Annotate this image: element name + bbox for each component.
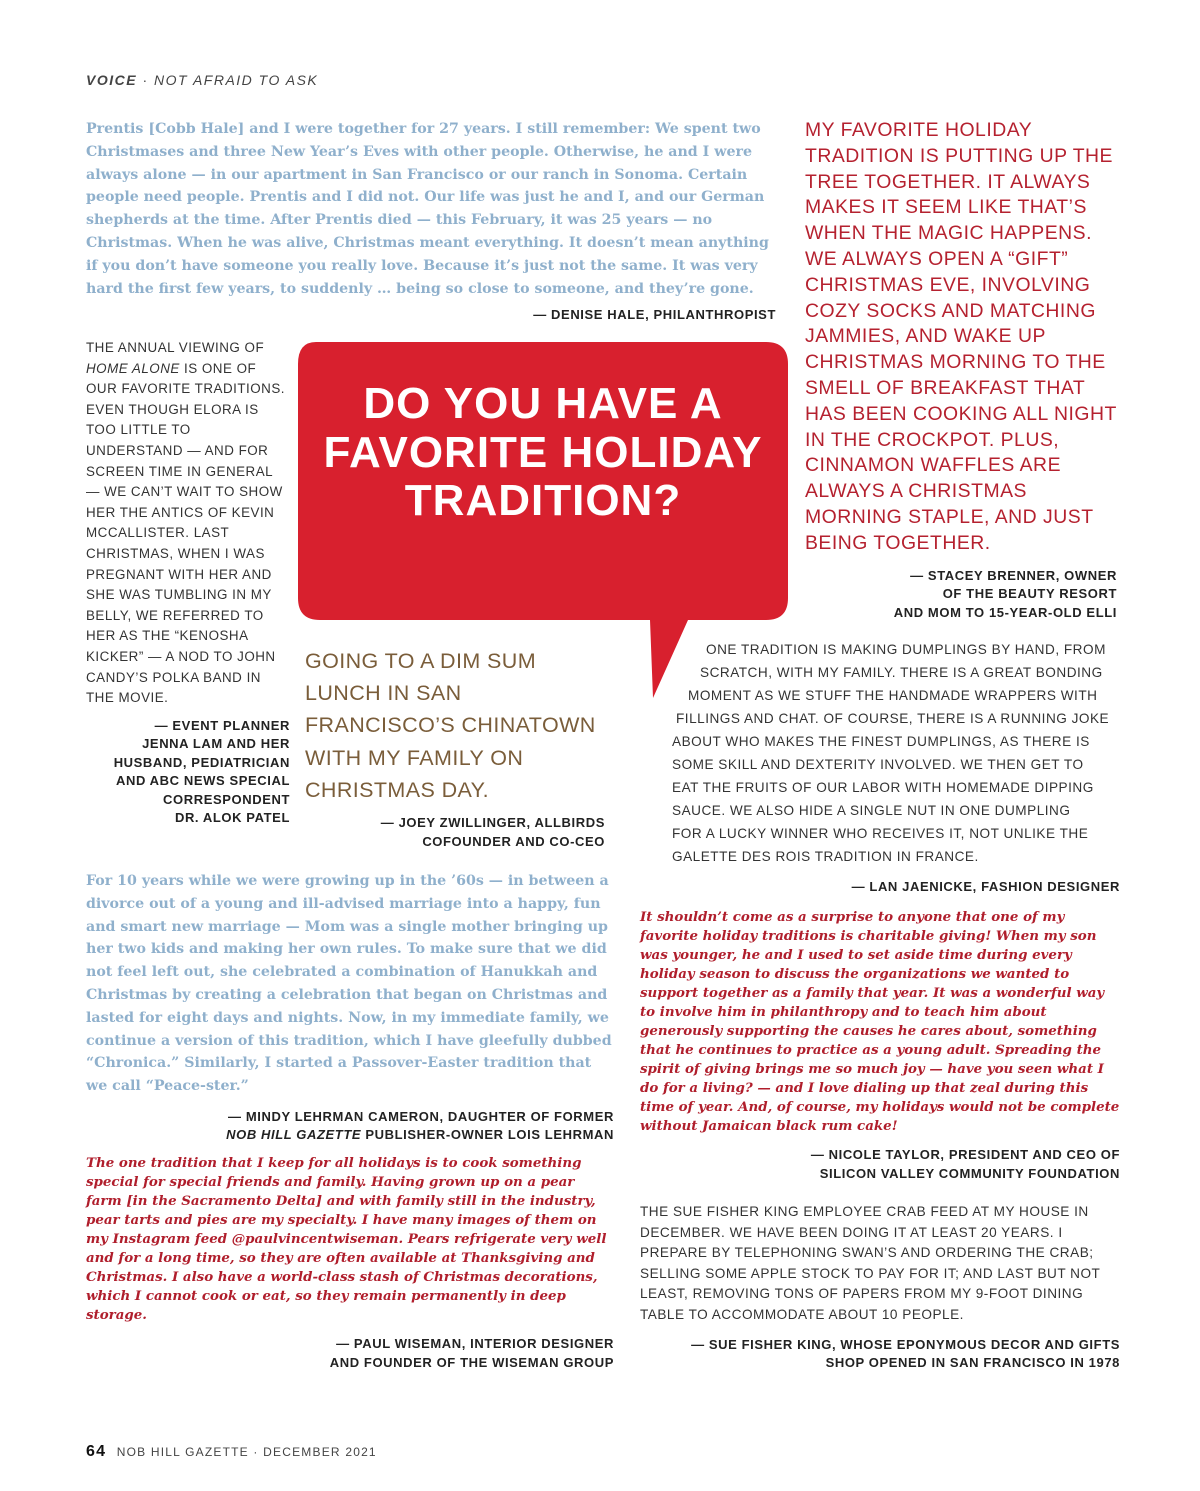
quote-text: MY FAVORITE HOLIDAY TRADITION IS PUTTING UP THE TREE TOGETHER. IT ALWAYS MAKES IT SEEM LIKE THAT’S WHEN THE MAGIC HAPPENS. WE ALWAYS OPEN A “GIFT” CHRISTMAS EVE, INVOLVING COZY SOCKS AND MATCHING JAMMIES, AND WAKE UP CHRISTMAS MORNING TO THE SMELL OF BREAKFAST THAT HAS BEEN COOKING ALL NIGHT IN THE CROCKPOT. PLUS, CINNAMON WAFFLES ARE ALWAYS A CHRISTMAS MORNING STAPLE, AND JUST BEING TOGETHER. <box>805 119 1117 554</box>
publication-name: NOB HILL GAZETTE <box>226 1127 362 1143</box>
quote-paul-wiseman <box>86 1154 614 1372</box>
issue-date: DECEMBER 2021 <box>263 1445 377 1459</box>
quote-nicole-taylor <box>640 908 1120 1183</box>
text-part: IS ONE OF OUR FAVORITE TRADITIONS. EVEN THOUGH ELORA IS TOO LITTLE TO UNDERSTAND — AND FOR SCREEN TIME IN GENERAL — WE CAN’T WAIT TO SHOW HER THE ANTICS OF KEVIN MCCALLISTER. LAST CHRISTMAS, WHEN I WAS PREGNANT WITH HER AND SHE WAS TUMBLING IN MY BELLY, WE REFERRED TO HER AS THE “KENOSHA KICKER” — A NOD TO JOHN CANDY’S POLKA BAND IN THE MOVIE. <box>86 360 285 706</box>
attribution-line: AND ABC NEWS SPECIAL <box>115 773 290 789</box>
page-footer <box>86 1443 377 1461</box>
subsection-name: NOT AFRAID TO ASK <box>154 72 319 88</box>
quote-attribution <box>805 567 1117 623</box>
attribution-line: — NICOLE TAYLOR, PRESIDENT AND CEO OF <box>810 1147 1120 1162</box>
quote-line: SOME SKILL AND DEXTERITY INVOLVED. WE THEN GET TO <box>672 757 1084 772</box>
quote-attribution <box>305 814 605 851</box>
attribution-line: — SUE FISHER KING, WHOSE EPONYMOUS DECOR AND GIFTS <box>691 1336 1120 1352</box>
quote-line: MOMENT AS WE STUFF THE HANDMADE WRAPPERS WITH <box>688 688 1098 703</box>
section-name: VOICE <box>86 72 138 88</box>
quote-attribution <box>640 1146 1120 1183</box>
quote-text: For 10 years while we were growing up in the ’60s — in between a divorce out of a young and ill-advised marriage into a happy, fun and smart new marriage — Mom was a single mother bringing up her two kids and making her own rules. To make sure that we did not feel left out, she celebrated a combination of Hanukkah and Christmas by creating a celebration that began on Christmas and lasted for eight days and nights. Now, in my immediate family, we continue a version of this tradition, which I have gleefully dubbed “Chronica.” Similarly, I started a Passover-Easter tradition that we call “Peace-ster.” <box>86 873 612 1095</box>
quote-attribution: — LAN JAENICKE, FASHION DESIGNER <box>851 879 1120 894</box>
quote-line: ABOUT WHO MAKES THE FINEST DUMPLINGS, AS THERE IS <box>672 734 1090 749</box>
attribution-line <box>86 1126 614 1145</box>
quote-line: FOR A LUCKY WINNER WHO RECEIVES IT, NOT UNLIKE THE <box>672 826 1089 841</box>
quote-attribution <box>86 1335 614 1372</box>
attribution-line: AND FOUNDER OF THE WISEMAN GROUP <box>329 1354 614 1370</box>
attribution-line: — STACEY BRENNER, OWNER <box>910 567 1117 583</box>
attribution-line: SILICON VALLEY COMMUNITY FOUNDATION <box>819 1165 1120 1181</box>
attribution-line: — JOEY ZWILLINGER, ALLBIRDS <box>380 815 605 831</box>
text-part: PUBLISHER-OWNER LOIS LEHRMAN <box>361 1127 614 1143</box>
quote-sue-fisher-king <box>640 1202 1120 1373</box>
attribution-line: DR. ALOK PATEL <box>174 810 290 826</box>
quote-denise-hale <box>86 118 776 325</box>
quote-lan-jaenicke <box>650 638 1120 897</box>
quote-attribution <box>640 1336 1120 1373</box>
quote-joey-zwillinger <box>305 645 610 851</box>
quote-text: Prentis [Cobb Hale] and I were together for 27 years. I still remember: We spent two Christmases and three New Year’s Eves with other people. Otherwise, he and I were always alone — in our apartment in San Francisco or our ranch in Sonoma. Certain people need people. Prentis and I did not. Our life was just he and I, and our German shepherds at the time. After Prentis died — this February, it was 25 years — no Christmas. When he was alive, Christmas meant everything. It doesn’t mean anything if you don’t have someone you really love. Because it’s just not the same. It was very hard the first few years, to suddenly … being so close to someone, and they’re gone. <box>86 121 769 297</box>
attribution-line: SHOP OPENED IN SAN FRANCISCO IN 1978 <box>825 1355 1120 1371</box>
quote-attribution <box>86 1108 614 1145</box>
quote-text: It shouldn’t come as a surprise to anyone that one of my favorite holiday traditions is charitable giving! When my son was younger, he and I used to set aside time during every holiday season to discuss the organizations we wanted to support together as a family that year. It was a wonderful way to involve him in philanthropy and to teach him about generously supporting the causes he cares about, something that he continues to practice as a young adult. Spreading the spirit of giving brings me so much joy — have you seen what I do for a living? — and I love dialing up that zeal during this time of year. And, of course, my holidays would not be complete without Jamaican black rum cake! <box>640 909 1120 1134</box>
attribution-line: JENNA LAM AND HER <box>142 736 290 752</box>
text-part: THE ANNUAL VIEWING OF <box>86 340 265 355</box>
quote-mindy-lehrman-cameron <box>86 870 614 1145</box>
quote-text: THE SUE FISHER KING EMPLOYEE CRAB FEED AT MY HOUSE IN DECEMBER. WE HAVE BEEN DOING IT AT LEAST 20 YEARS. I PREPARE BY TELEPHONING SWAN’S AND ORDERING THE CRAB; SELLING SOME APPLE STOCK TO PAY FOR IT; AND LAST BUT NOT LEAST, REMOVING TONS OF PAPERS FROM MY 9-FOOT DINING TABLE TO ACCOMMODATE ABOUT 10 PEOPLE. <box>640 1204 1101 1322</box>
quote-line: EAT THE FRUITS OF OUR LABOR WITH HOMEMADE DIPPING <box>672 780 1094 795</box>
attribution-line: COFOUNDER AND CO-CEO <box>422 833 605 849</box>
attribution-line: OF THE BEAUTY RESORT <box>942 586 1117 602</box>
quote-line: FILLINGS AND CHAT. OF COURSE, THERE IS A RUNNING JOKE <box>676 711 1110 726</box>
attribution-line: — PAUL WISEMAN, INTERIOR DESIGNER <box>336 1336 614 1351</box>
quote-line: ONE TRADITION IS MAKING DUMPLINGS BY HAND, FROM <box>706 642 1106 657</box>
publication-name: NOB HILL GAZETTE <box>116 1445 249 1459</box>
section-header <box>86 72 318 88</box>
header-separator: · <box>142 72 149 88</box>
quote-line: SCRATCH, WITH MY FAMILY. THERE IS A GREAT BONDING <box>700 665 1103 680</box>
attribution-line: HUSBAND, PEDIATRICIAN <box>113 754 290 770</box>
quote-stacey-brenner <box>805 118 1117 622</box>
quote-text: The one tradition that I keep for all holidays is to cook something special for special friends and family. Having grown up on a pear farm [in the Sacramento Delta] and with family still in the industry, pear tarts and pies are my specialty. I have many images of them on my Instagram feed @paulvincentwiseman. Pears refrigerate very well and for a long time, so they are often available at Thanksgiving and Christmas. I also have a world-class stash of Christmas decorations, which I cannot cook or eat, so they remain permanently in deep storage. <box>86 1155 607 1323</box>
footer-separator: · <box>253 1445 259 1459</box>
attribution-line: CORRESPONDENT <box>163 791 290 807</box>
quote-attribution: — DENISE HALE, PHILANTHROPIST <box>533 307 776 323</box>
quote-line: GALETTE DES ROIS TRADITION IN FRANCE. <box>672 849 979 864</box>
bubble-question: DO YOU HAVE A FAVORITE HOLIDAY TRADITION? <box>323 379 763 525</box>
page-number: 64 <box>86 1443 107 1460</box>
quote-jenna-lam <box>86 338 290 828</box>
movie-title: HOME ALONE <box>86 360 180 376</box>
quote-line: SAUCE. WE ALSO HIDE A SINGLE NUT IN ONE DUMPLING <box>672 803 1071 818</box>
quote-attribution <box>86 717 290 828</box>
quote-text <box>650 638 1120 868</box>
quote-text: GOING TO A DIM SUM LUNCH IN SAN FRANCISCO’S CHINATOWN WITH MY FAMILY ON CHRISTMAS DAY. <box>305 649 596 802</box>
quote-text <box>86 338 286 709</box>
attribution-line: AND MOM TO 15-YEAR-OLD ELLI <box>893 604 1117 620</box>
attribution-line: — EVENT PLANNER <box>154 717 290 733</box>
attribution-line: — MINDY LEHRMAN CAMERON, DAUGHTER OF FORMER <box>228 1108 614 1124</box>
